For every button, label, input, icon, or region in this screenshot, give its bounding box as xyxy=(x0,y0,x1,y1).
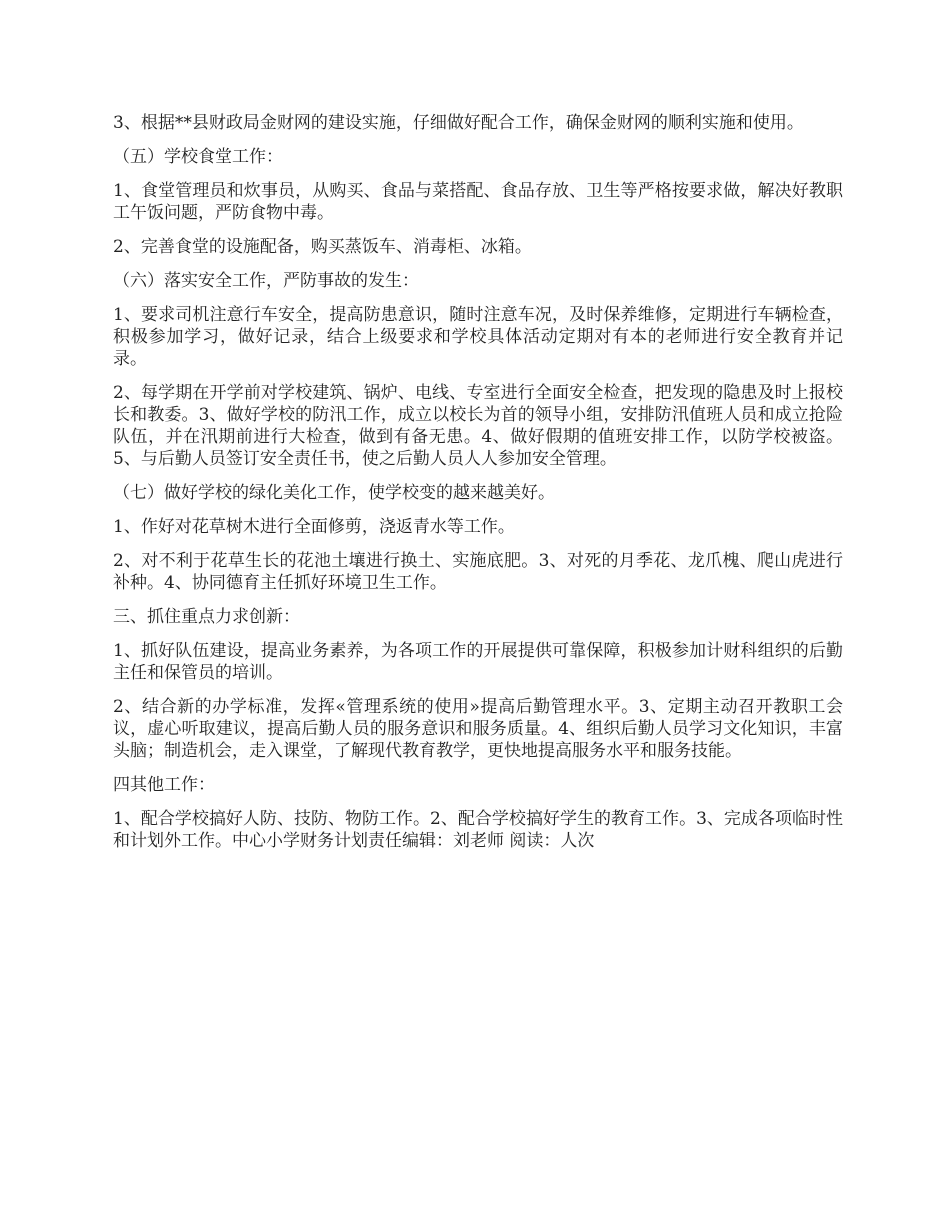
heading-greening-work: （七）做好学校的绿化美化工作，使学校变的越来越美好。 xyxy=(113,483,555,503)
paragraph-finance-network: 3、根据**县财政局金财网的建设实施，仔细做好配合工作，确保金财网的顺利实施和使用。 xyxy=(113,113,804,133)
heading-canteen-work: （五）学校食堂工作： xyxy=(113,147,283,167)
paragraph-soil-replacement: 2、对不利于花草生长的花池土壤进行换土、实施底肥。3、对死的月季花、龙爪槐、爬山虎进行补种。4、协同德育主任抓好环境卫生工作。 xyxy=(113,551,843,593)
paragraph-pruning: 1、作好对花草树木进行全面修剪，浇返青水等工作。 xyxy=(113,517,515,537)
heading-other-work: 四其他工作： xyxy=(113,775,215,795)
paragraph-safety-inspection: 2、每学期在开学前对学校建筑、锅炉、电线、专室进行全面安全检查，把发现的隐患及时上报校长和教委。3、做好学校的防汛工作，成立以校长为首的领导小组，安排防汛值班人员和成立抢险队伍，并在汛期前进行大检查，做到有备无患。4、做好假期的值班安排工作，以防学校被盗。5、与后勤人员签订安全责任书，使之后勤人员人人参加安全管理。 xyxy=(113,383,843,469)
paragraph-driver-safety: 1、要求司机注意行车安全，提高防患意识，随时注意车况，及时保养维修，定期进行车辆检查，积极参加学习，做好记录，结合上级要求和学校具体活动定期对有本的老师进行安全教育并记录。 xyxy=(113,305,843,369)
heading-safety-work: （六）落实安全工作，严防事故的发生： xyxy=(113,271,419,291)
paragraph-management-system: 2、结合新的办学标准，发挥«管理系统的使用»提高后勤管理水平。3、定期主动召开教职工会议，虚心听取建议，提高后勤人员的服务意识和服务质量。4、组织后勤人员学习文化知识，丰富头脑；制造机会，走入课堂，了解现代教育教学，更快地提高服务水平和服务技能。 xyxy=(113,697,843,761)
paragraph-team-building: 1、抓好队伍建设，提高业务素养，为各项工作的开展提供可靠保障，积极参加计财科组织的后勤主任和保管员的培训。 xyxy=(113,641,843,683)
paragraph-canteen-staff: 1、食堂管理员和炊事员，从购买、食品与菜搭配、食品存放、卫生等严格按要求做，解决好教职工午饭问题，严防食物中毒。 xyxy=(113,181,843,223)
paragraph-canteen-equipment: 2、完善食堂的设施配备，购买蒸饭车、消毒柜、冰箱。 xyxy=(113,237,532,257)
document-body xyxy=(113,112,843,864)
paragraph-other-work-items: 1、配合学校搞好人防、技防、物防工作。2、配合学校搞好学生的教育工作。3、完成各项临时性和计划外工作。中心小学财务计划责任编辑：刘老师 阅读：人次 xyxy=(113,809,843,851)
heading-innovation: 三、抓住重点力求创新： xyxy=(113,607,300,627)
